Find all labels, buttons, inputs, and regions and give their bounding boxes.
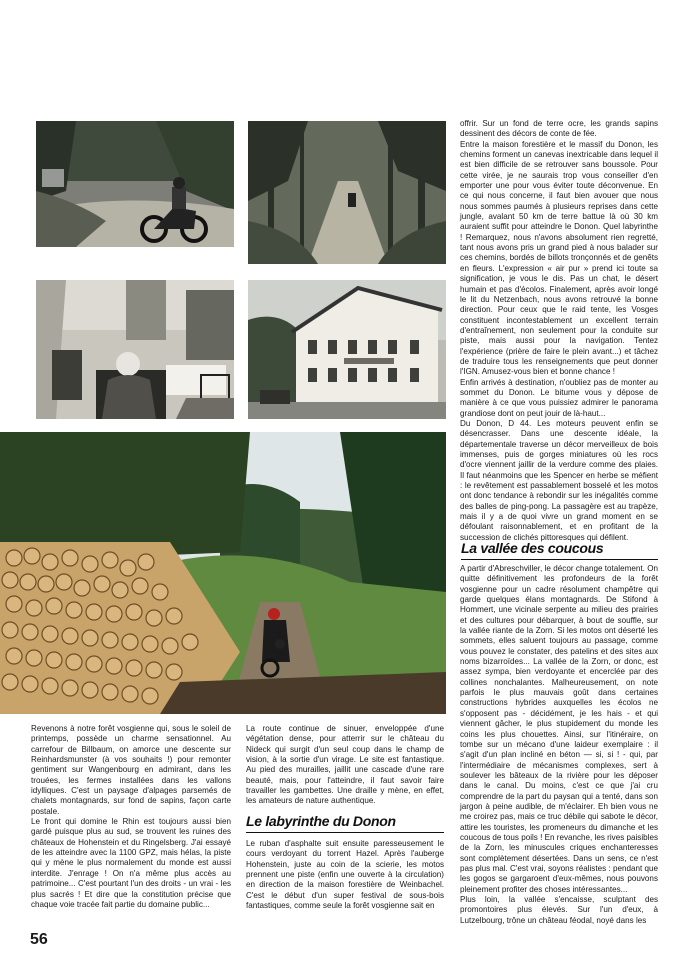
paragraph: A partir d'Abreschviller, le décor change totalement. On quitte définitivement les profondeurs de la forêt vosgienne pour un cadre résolument champêtre qui garde quelques élans montagnards. De Stifond à Hommert, une vicinale serpente au milieu des prairies et des cultures pour débarquer, à bout de souffle, sur la vallée riante de la Zorn. Si les motos ont déserté les sommets, elles saluent toujours au passage, comme vous pouvez le constater, des patelins et des sites aux noms bizarroïdes... La vallée de la Zorn, or donc, est assez sympa, bien verdoyante et encerclée par des collines nonchalantes. Malheureusement, on note parfois le plus mauvais goût dans certaines constructions hybrides auxquelles les écolos ne s'opposent pas - décidément, je les hais - et qui viennent gâcher, le plus stupidement du monde les coins les plus chouettes. Ainsi, sur l'itinéraire, on tombe sur un mécano d'une laideur exemplaire : il s'agit d'un plan incliné en béton — si, si ! - qui, par l'intermédiaire de mécanismes complexes, sert à soulever les bâteaux de la rivière pour les déposer dans le canal. Du moins, c'est ce que j'ai cru comprendre de la part du paysan qui a tenté, dans son jargon à peine audible, de m'éclairer. Eh bien vous ne me croirez pas, mais ce truc débile qui sabote le décor, attire les touristes, les promeneurs du dimanche et les coucous de tous poils ! En revanche, les rives paisibles de la Zorn, les minuscules criques enchanteresses sont complètement désertées. Dans un sens, ce n'est pas plus mal. C'est vrai, soyons réalistes : pendant que les gogos se gargaroent d'eux-mêmes, nous pouvons pleinement profiter des choses intéressantes... <box>460 564 658 894</box>
article-column-right-bottom <box>460 564 658 925</box>
paragraph: Le ruban d'asphalte suit ensuite paresseusement le cours verdoyant du torrent Hazel. Après l'auberge Hohenstein, juste au coin de la scierie, les motos prennent une piste (enfin une ouverte à la circulation) en direction de la maison forestière de Weinbachel. C'est le début d'un super festival de sous-bois fantastiques, comme seule la forêt vosgienne sait en <box>246 839 444 911</box>
photo-elderly-woman-chalet <box>36 280 234 419</box>
article-column-middle-intro <box>246 724 444 808</box>
photo-woodpile-valley-rider <box>0 432 446 714</box>
heading-underline <box>461 559 658 560</box>
paragraph: Plus loin, la vallée s'encaisse, sculptant des promontoires plus élevés. Sur l'un d'eux, à Lutzelbourg, trône un château féodal, noyé dans les <box>460 895 658 925</box>
paragraph: La route continue de sinuer, enveloppée d'une végétation dense, pour atterrir sur le château du Nideck qui surgit d'un seul coup dans le champ de vision, à la sortie d'un virage. Le site est fantastique. Au pied des murailles, jaillit une cascade d'une rare beauté, mais, pour l'atteindre, il faut savoir faire travailler les gambettes. Une draille y mène, en effet, les amateurs de nature authentique. <box>246 724 444 806</box>
photo-forest-trail-rider <box>248 121 446 264</box>
paragraph: Revenons à notre forêt vosgienne qui, sous le soleil de printemps, possède un charme sensationnel. Au carrefour de Billbaum, on amorce une descente sur Reinhardsmunster (à vos souhaits !) pour remonter gentiment sur Wangenbourg en admirant, dans les trouées, les fermes installées dans les vallons idylliques. C'est un paysage d'alpages parsemés de chalets montagnards, sur fond de sapins, façon carte postale. <box>31 724 231 816</box>
paragraph: Entre la maison forestière et le massif du Donon, les chemins forment un canevas inextricable dans lequel il est bien difficile de se retrouver sans boussole. Pour cette virée, je ne saurais trop vous conseiller d'en emporter une pour vous éviter toute déconvenue. En ce qui nous concerne, il faut bien avouer que nous nous sommes paumés à plusieurs reprises dans cette jungle, avalant 50 km de terre battue là où 30 km auraient suffit pour atteindre le Donon. Quel labyrinthe ! Remarquez, nous n'avons absolument rien regretté, tant nous avons pris un grand pied à nous balader sur ces chemins, bordés de billots tronçonnés et de genêts en fleurs. L'expression « air pur » prend ici toute sa signification, je vous le dis. Pas un chat, le désert humain et pas d'écolos. Finalement, après avoir longé le lit du Netzenbach, nous avons retrouvé la bonne direction. Pour ceux que le raid tente, les Vosges constituent incontestablement un excellent terrain d'entraînement, non seulement pour la conduite sur piste, mais aussi pour la navigation. Tentez l'expérience (prière de faire le plein avant...) et tâchez de traduire tous les renseignements que peut donner l'IGN. Amusez-vous bien et bonne chance ! <box>460 139 658 377</box>
article-column-middle <box>246 839 444 923</box>
photo-motorcycle-forest-road <box>36 121 234 247</box>
section-heading-labyrinthe: Le labyrinthe du Donon <box>246 813 396 829</box>
paragraph: Enfin arrivés à destination, n'oubliez pas de monter au sommet du Donon. Le bitume vous y dépose de manière à ce que vous puissiez admirer le panorama grandiose dont on peut jouir de là-haut... <box>460 377 658 418</box>
heading-underline <box>246 832 444 833</box>
photo-hotel-building <box>248 280 446 419</box>
page-number: 56 <box>30 931 48 948</box>
paragraph: Du Donon, D 44. Les moteurs peuvent enfin se désencrasser. Dans une descente idéale, la départementale traverse un décor merveilleux de bois immenses, puis de gorges miniatures où les rocs d'ocre viennent jaillir de la verdure comme des plaies. Il faut néanmoins que les Spencer en herbe se méfient : le revêtement est passablement bosselé et les motos ont donc tendance à rebondir sur les inégalités comme des balles de ping-pong. La passagère est au trapèze, mais il y a de quoi vivre un grand moment en se défoulant raisonnablement, et en profitant de la succession de clichés pittoresques qui défilent. <box>460 418 658 542</box>
section-heading-vallee: La vallée des coucous <box>461 540 604 556</box>
article-column-left <box>31 724 231 922</box>
article-column-right-top <box>460 119 658 542</box>
paragraph: Le front qui domine le Rhin est toujours aussi bien gardé puisque plus au sud, se trouvent les ruines des châteaux de Hohenstein et du Ringelsberg. J'ai essayé de les atteindre avec la 1100 GPZ, mais hélas, la piste qui y mène le plus normalement du monde est aussi interdite. J'enrage ! On n'a même plus accès au patrimoine... C'est pourtant l'un des droits - un vrai - les plus sacrés ! Et dire que la constitution précise que chaque voie tracée fait partie du domaine public... <box>31 817 231 909</box>
paragraph: offrir. Sur un fond de terre ocre, les grands sapins dessinent des décors de conte de fée. <box>460 119 658 139</box>
